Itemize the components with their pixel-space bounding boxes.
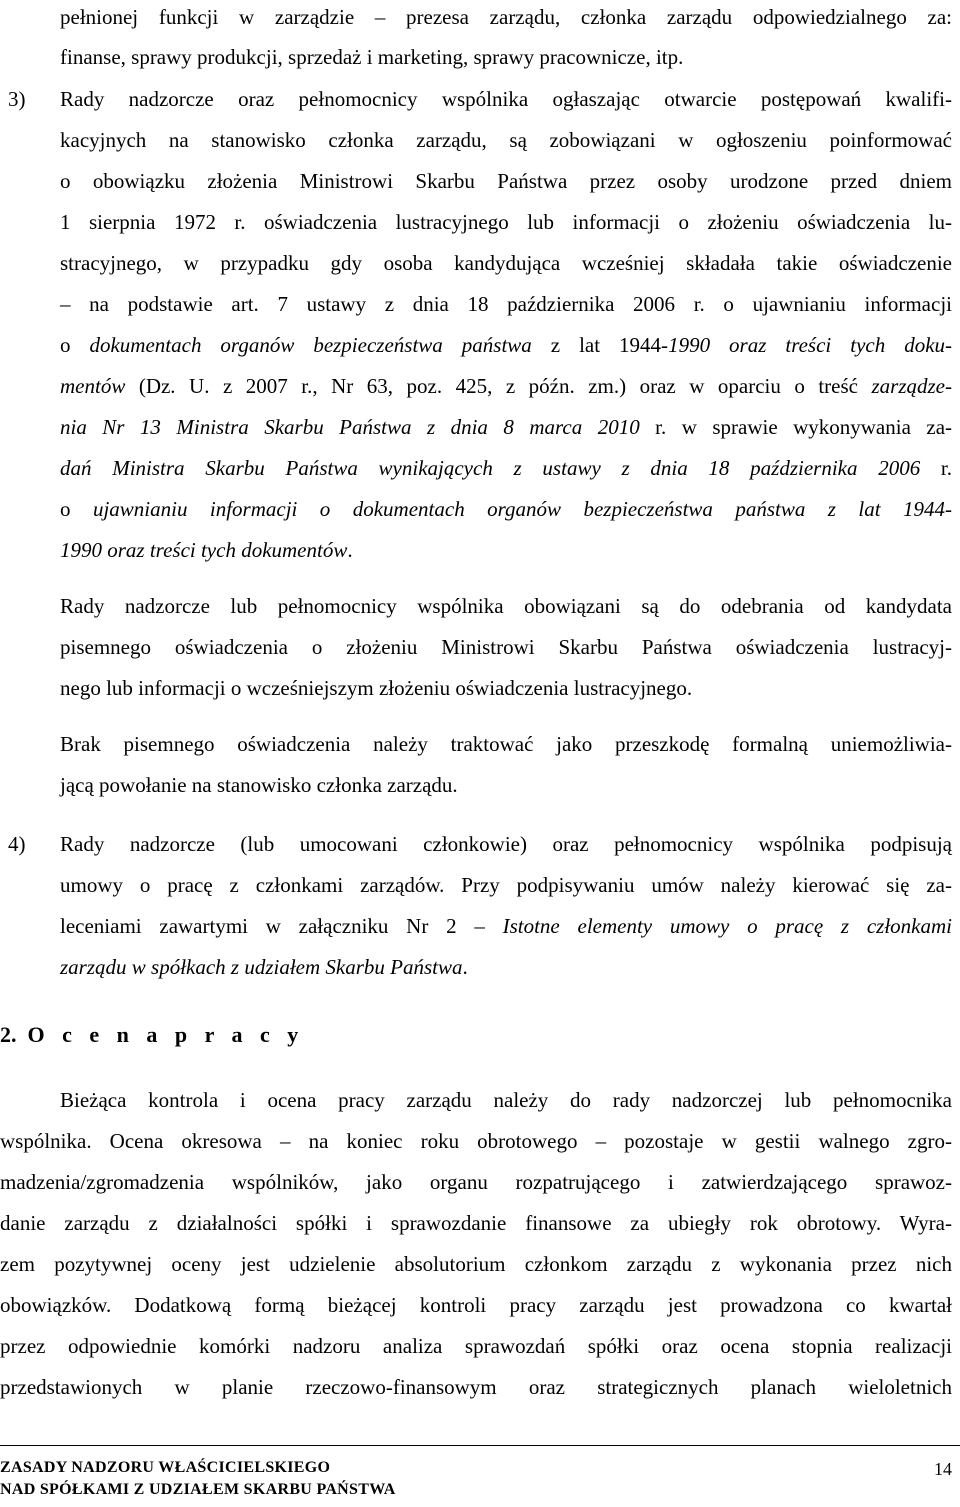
text-line: kacyjnych na stanowisko członka zarządu, są zobowiązani w ogłoszeniu poinformować bbox=[60, 128, 952, 152]
text-line: o obowiązku złożenia Ministrowi Skarbu Państwa przez osoby urodzone przed dniem bbox=[60, 169, 952, 193]
text-line: Bieżąca kontrola i ocena pracy zarządu należy do rady nadzorczej lub pełnomocnika bbox=[60, 1088, 952, 1112]
text-line: zarządu w spółkach z udziałem Skarbu Państwa. bbox=[60, 955, 468, 979]
text-line: o ujawnianiu informacji o dokumentach organów bezpieczeństwa państwa z lat 1944- bbox=[60, 497, 952, 521]
text-line: stracyjnego, w przypadku gdy osoba kandydująca wcześniej składała takie oświadczenie bbox=[60, 251, 952, 275]
text-line: 1990 oraz treści tych dokumentów. bbox=[60, 538, 353, 562]
text-line: 1 sierpnia 1972 r. oświadczenia lustracyjnego lub informacji o złożeniu oświadczenia lu- bbox=[60, 210, 952, 234]
text-line: nia Nr 13 Ministra Skarbu Państwa z dnia 8 marca 2010 r. w sprawie wykonywania za- bbox=[60, 415, 953, 439]
section-heading: 2. O c e n a p r a c y bbox=[0, 1022, 305, 1047]
text-line: nego lub informacji o wcześniejszym złożeniu oświadczenia lustracyjnego. bbox=[60, 676, 693, 700]
text-line: madzenia/zgromadzenia wspólników, jako organu rozpatrującego i zatwierdzającego sprawoz- bbox=[0, 1170, 952, 1194]
text-line: Rady nadzorcze (lub umocowani członkowie) oraz pełnomocnicy wspólnika podpisują bbox=[60, 832, 952, 856]
list-number: 3) bbox=[8, 87, 26, 111]
text-line: o dokumentach organów bezpieczeństwa państwa z lat 1944-1990 oraz treści tych doku- bbox=[60, 333, 953, 357]
text-line: Brak pisemnego oświadczenia należy traktować jako przeszkodę formalną uniemożliwia- bbox=[60, 732, 952, 756]
footer-divider bbox=[0, 1445, 960, 1446]
text-line: umowy o pracę z członkami zarządów. Przy podpisywaniu umów należy kierować się za- bbox=[60, 873, 952, 897]
text-line: jącą powołanie na stanowisko członka zarządu. bbox=[60, 773, 458, 797]
footer-title bbox=[0, 1457, 396, 1501]
text-line: przez odpowiednie komórki nadzoru analiza sprawozdań spółki oraz ocena stopnia realizacji bbox=[0, 1334, 952, 1358]
text-line: – na podstawie art. 7 ustawy z dnia 18 października 2006 r. o ujawnianiu informacji bbox=[60, 292, 952, 316]
text-line: obowiązków. Dodatkową formą bieżącej kontroli pracy zarządu jest prowadzona co kwartał bbox=[0, 1293, 952, 1317]
text-line: pełnionej funkcji w zarządzie – prezesa zarządu, członka zarządu odpowiedzialnego za: bbox=[60, 5, 952, 29]
text-line: wspólnika. Ocena okresowa – na koniec roku obrotowego – pozostaje w gestii walnego zgro- bbox=[0, 1129, 952, 1153]
footer-line: NAD SPÓŁKAMI Z UDZIAŁEM SKARBU PAŃSTWA bbox=[0, 1481, 396, 1498]
list-number: 4) bbox=[8, 832, 26, 856]
text-line: leceniami zawartymi w załączniku Nr 2 – Istotne elementy umowy o pracę z członkami bbox=[60, 914, 952, 938]
text-line: zem pozytywnej oceny jest udzielenie absolutorium członkom zarządu z wykonania przez nich bbox=[0, 1252, 952, 1276]
text-line: dań Ministra Skarbu Państwa wynikających z ustawy z dnia 18 października 2006 r. bbox=[60, 456, 953, 480]
page-number: 14 bbox=[934, 1459, 952, 1479]
text-line: Rady nadzorcze oraz pełnomocnicy wspólnika ogłaszając otwarcie postępowań kwalifi- bbox=[60, 87, 952, 111]
text-line: przedstawionych w planie rzeczowo-finansowym oraz strategicznych planach wieloletnich bbox=[0, 1375, 952, 1399]
text-line: danie zarządu z działalności spółki i sprawozdanie finansowe za ubiegły rok obrotowy. Wyra- bbox=[0, 1211, 952, 1235]
text-line: Rady nadzorcze lub pełnomocnicy wspólnika obowiązani są do odebrania od kandydata bbox=[60, 594, 952, 618]
text-line: pisemnego oświadczenia o złożeniu Ministrowi Skarbu Państwa oświadczenia lustracyj- bbox=[60, 635, 952, 659]
footer-line: ZASADY NADZORU WŁAŚCICIELSKIEGO bbox=[0, 1459, 331, 1476]
text-line: finanse, sprawy produkcji, sprzedaż i marketing, sprawy pracownicze, itp. bbox=[60, 45, 684, 69]
text-line: mentów (Dz. U. z 2007 r., Nr 63, poz. 425, z późn. zm.) oraz w oparciu o treść zarządze- bbox=[60, 374, 952, 398]
